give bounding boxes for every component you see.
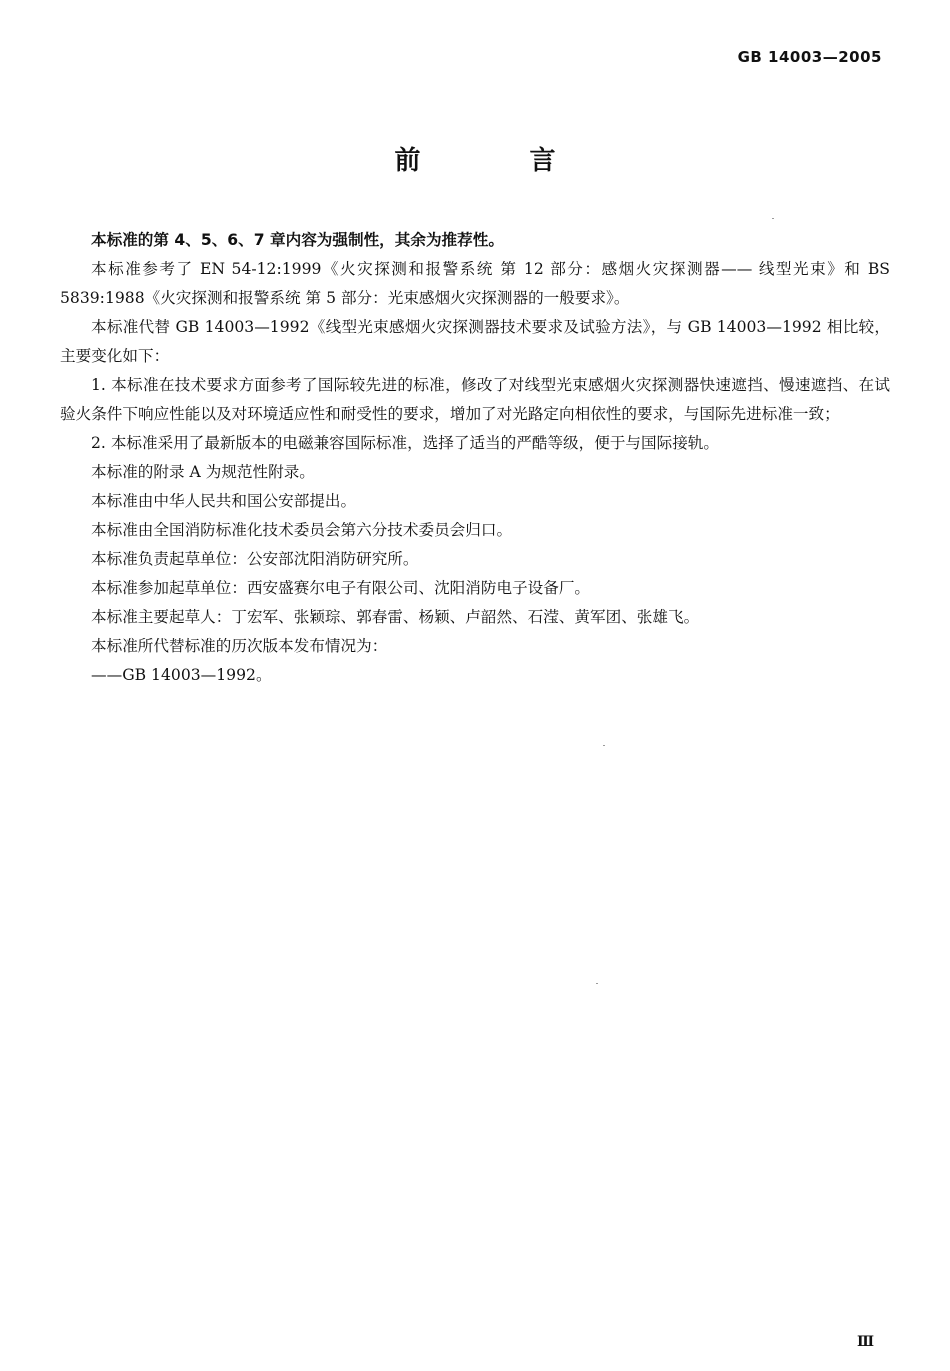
standard-code: GB 14003—2005 (737, 48, 882, 66)
paragraph-centralized-by: 本标准由全国消防标准化技术委员会第六分技术委员会归口。 (91, 521, 513, 539)
paragraph-drafters: 本标准主要起草人：丁宏军、张颖琮、郭春雷、杨颖、卢韶然、石滢、黄军团、张雄飞。 (91, 608, 700, 626)
paragraph-participating-units: 本标准参加起草单位：西安盛赛尔电子有限公司、沈阳消防电子设备厂。 (91, 579, 591, 597)
scan-speck (772, 218, 774, 219)
scan-speck (603, 745, 605, 746)
page-title: 前 言 (394, 146, 606, 176)
preface-body (60, 226, 890, 690)
paragraph-change-2: 2. 本标准采用了最新版本的电磁兼容国际标准，选择了适当的严酷等级，便于与国际接轨。 (91, 434, 719, 452)
paragraph-edition-list-item: ——GB 14003—1992。 (91, 666, 272, 684)
paragraph-proposed-by: 本标准由中华人民共和国公安部提出。 (91, 492, 357, 510)
paragraph-change-1: 1. 本标准在技术要求方面参考了国际较先进的标准，修改了对线型光束感烟火灾探测器快速遮挡、慢速遮挡、在试验火条件下响应性能以及对环境适应性和耐受性的要求，增加了对光路定向相依性的要求，与国际先进标准一致； (60, 376, 890, 423)
paragraph-previous-editions: 本标准所代替标准的历次版本发布情况为： (91, 637, 388, 655)
scan-speck (596, 983, 598, 984)
paragraph-annex: 本标准的附录 A 为规范性附录。 (91, 463, 315, 481)
page-number: Ⅲ (856, 1334, 874, 1350)
paragraph-drafting-unit: 本标准负责起草单位：公安部沈阳消防研究所。 (91, 550, 419, 568)
paragraph-references: 本标准参考了 EN 54-12:1999《火灾探测和报警系统 第 12 部分：感烟火灾探测器—— 线型光束》和 BS 5839:1988《火灾探测和报警系统 第 5 部分：光束感烟火灾探测器的一般要求》。 (60, 260, 890, 307)
paragraph-mandatory-clauses: 本标准的第 4、5、6、7 章内容为强制性，其余为推荐性。 (91, 231, 504, 249)
paragraph-replaces: 本标准代替 GB 14003—1992《线型光束感烟火灾探测器技术要求及试验方法》，与 GB 14003—1992 相比较，主要变化如下： (60, 318, 890, 365)
